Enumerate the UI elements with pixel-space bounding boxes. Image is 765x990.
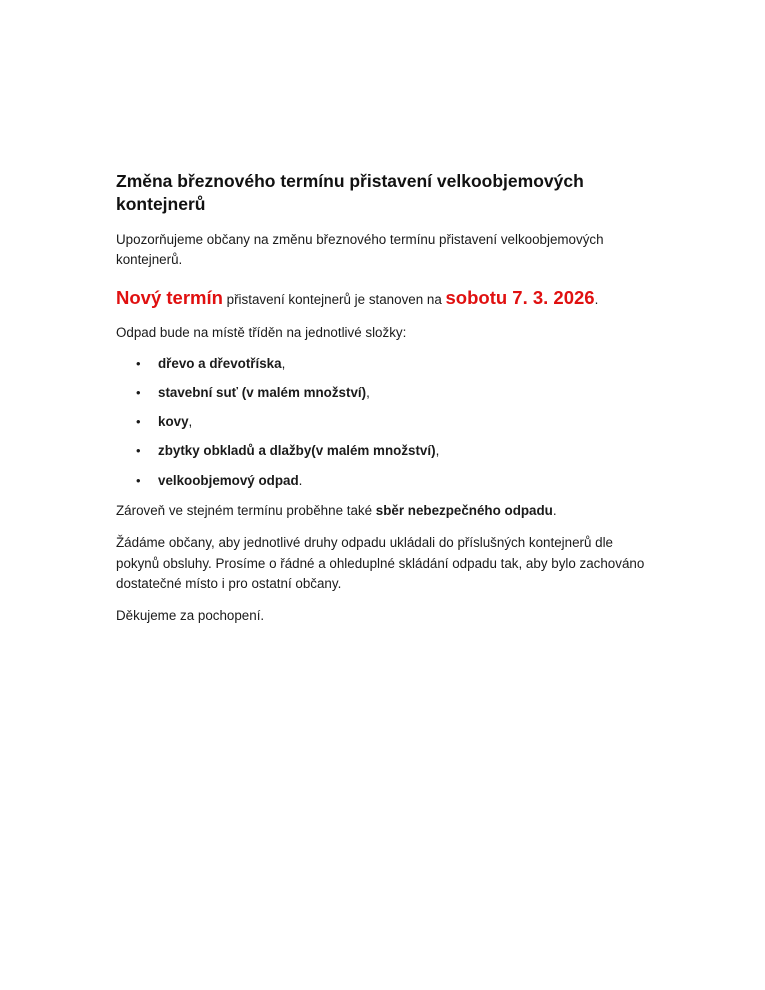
- new-date-highlight: sobotu 7. 3. 2026: [445, 287, 595, 309]
- list-item-bold: zbytky obkladů a dlažby(v malém množství): [158, 443, 436, 459]
- list-item-suffix: ,: [188, 414, 193, 430]
- list-item: [116, 413, 656, 432]
- list-item-suffix: ,: [435, 443, 440, 459]
- new-term-end: .: [594, 292, 599, 308]
- list-item-bold: dřevo a dřevotříska: [158, 355, 282, 371]
- bullet-icon: •: [136, 384, 141, 400]
- list-item: [116, 472, 656, 491]
- new-date-notice: [116, 285, 656, 311]
- hazard-bold: sběr nebezpečného odpadu: [375, 503, 553, 519]
- thanks-paragraph: Děkujeme za pochopení.: [116, 608, 265, 624]
- bullet-icon: •: [136, 414, 141, 430]
- sorting-intro: Odpad bude na místě tříděn na jednotlivé složky:: [116, 324, 407, 340]
- list-item-bold: kovy: [158, 414, 189, 430]
- list-item: [116, 355, 656, 374]
- bullet-icon: •: [136, 472, 141, 488]
- waste-list: [116, 355, 656, 491]
- intro-paragraph: Upozorňujeme občany na změnu březnového termínu přistavení velkoobjemových kontejnerů.: [116, 231, 604, 268]
- hazard-suffix: .: [552, 503, 557, 519]
- list-item-suffix: .: [298, 472, 303, 488]
- list-item-bold: velkoobjemový odpad: [158, 472, 299, 488]
- list-item-bold: stavební suť (v malém množství): [158, 384, 367, 400]
- list-item: [116, 384, 656, 403]
- page-title: Změna březnového termínu přistavení velkoobjemových kontejnerů: [116, 171, 584, 214]
- list-item-suffix: ,: [366, 384, 370, 400]
- hazard-prefix: Zároveň ve stejném termínu proběhne také: [116, 503, 376, 519]
- list-item: [116, 442, 656, 461]
- hazard-paragraph: [116, 501, 656, 522]
- list-item-suffix: ,: [281, 355, 286, 371]
- new-term-highlight: Nový termín: [116, 287, 223, 309]
- bullet-icon: •: [136, 355, 141, 371]
- bullet-icon: •: [136, 443, 141, 459]
- document-page: [116, 170, 656, 638]
- request-paragraph: Žádáme občany, aby jednotlivé druhy odpadu ukládali do příslušných kontejnerů dle pokynů obsluhy. Prosíme o řádné a ohleduplné skládání odpadu tak, aby bylo zachováno dostatečné místo i pro ostatní občany.: [116, 534, 645, 592]
- new-term-text: přistavení kontejnerů je stanoven na: [222, 292, 446, 308]
